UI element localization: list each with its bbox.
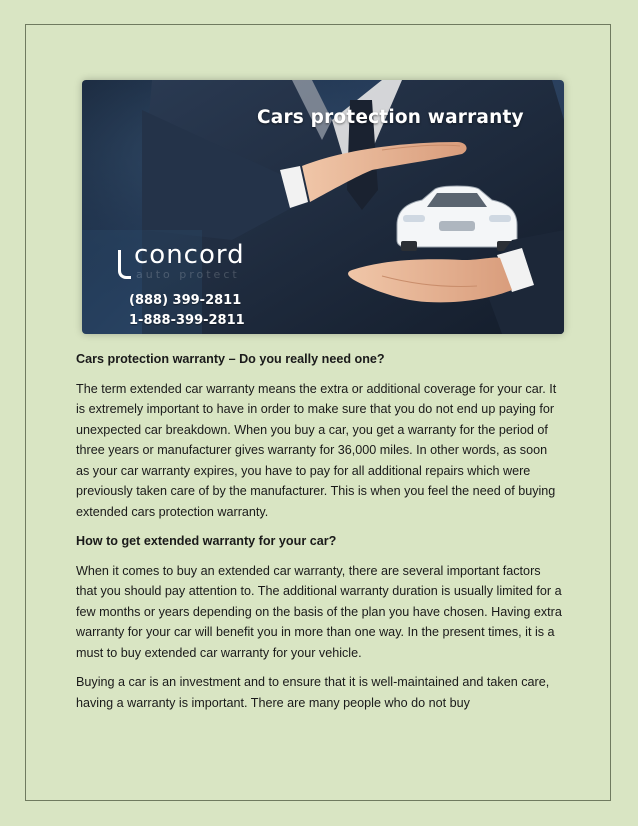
article-heading-2: How to get extended warranty for your car?	[76, 534, 337, 548]
article-paragraph-3: Buying a car is an investment and to ensure that it is well-maintained and taken care, having a warranty is important. There are many people who do not buy	[76, 675, 550, 710]
phone-number-primary: (888) 399-2811	[129, 293, 242, 308]
logo-tagline: auto protect	[136, 268, 240, 281]
article-paragraph-2: When it comes to buy an extended car warranty, there are several important factors that you should pay attention to. The additional warranty duration is usually limited for a few months or years depending on the basis of the plan you have chosen. Having extra warranty for your car will benefit you in more than one way. In the present times, it is a must to buy extended car warranty for your vehicle.	[76, 563, 562, 660]
phone-number-tollfree: 1-888-399-2811	[129, 313, 245, 328]
logo-wordmark: concord	[134, 240, 245, 270]
logo-bracket-icon	[118, 250, 131, 279]
article-body	[76, 349, 562, 722]
hero-title: Cars protection warranty	[257, 107, 524, 128]
article-paragraph-1: The term extended car warranty means the extra or additional coverage for your car. It is extremely important to have in order to make sure that you do not end up paying for unexpected car breakdown. When you buy a car, you get a warranty for the period of three years or manufacturer gives warranty for 36,000 miles. In other words, as soon as your car warranty expires, you have to pay for all additional repairs which were previously taken care of by the manufacturer. This is when you feel the need of buying extended cars protection warranty.	[76, 381, 557, 519]
hero-banner	[82, 80, 564, 334]
article-heading-1: Cars protection warranty – Do you really need one?	[76, 352, 385, 366]
